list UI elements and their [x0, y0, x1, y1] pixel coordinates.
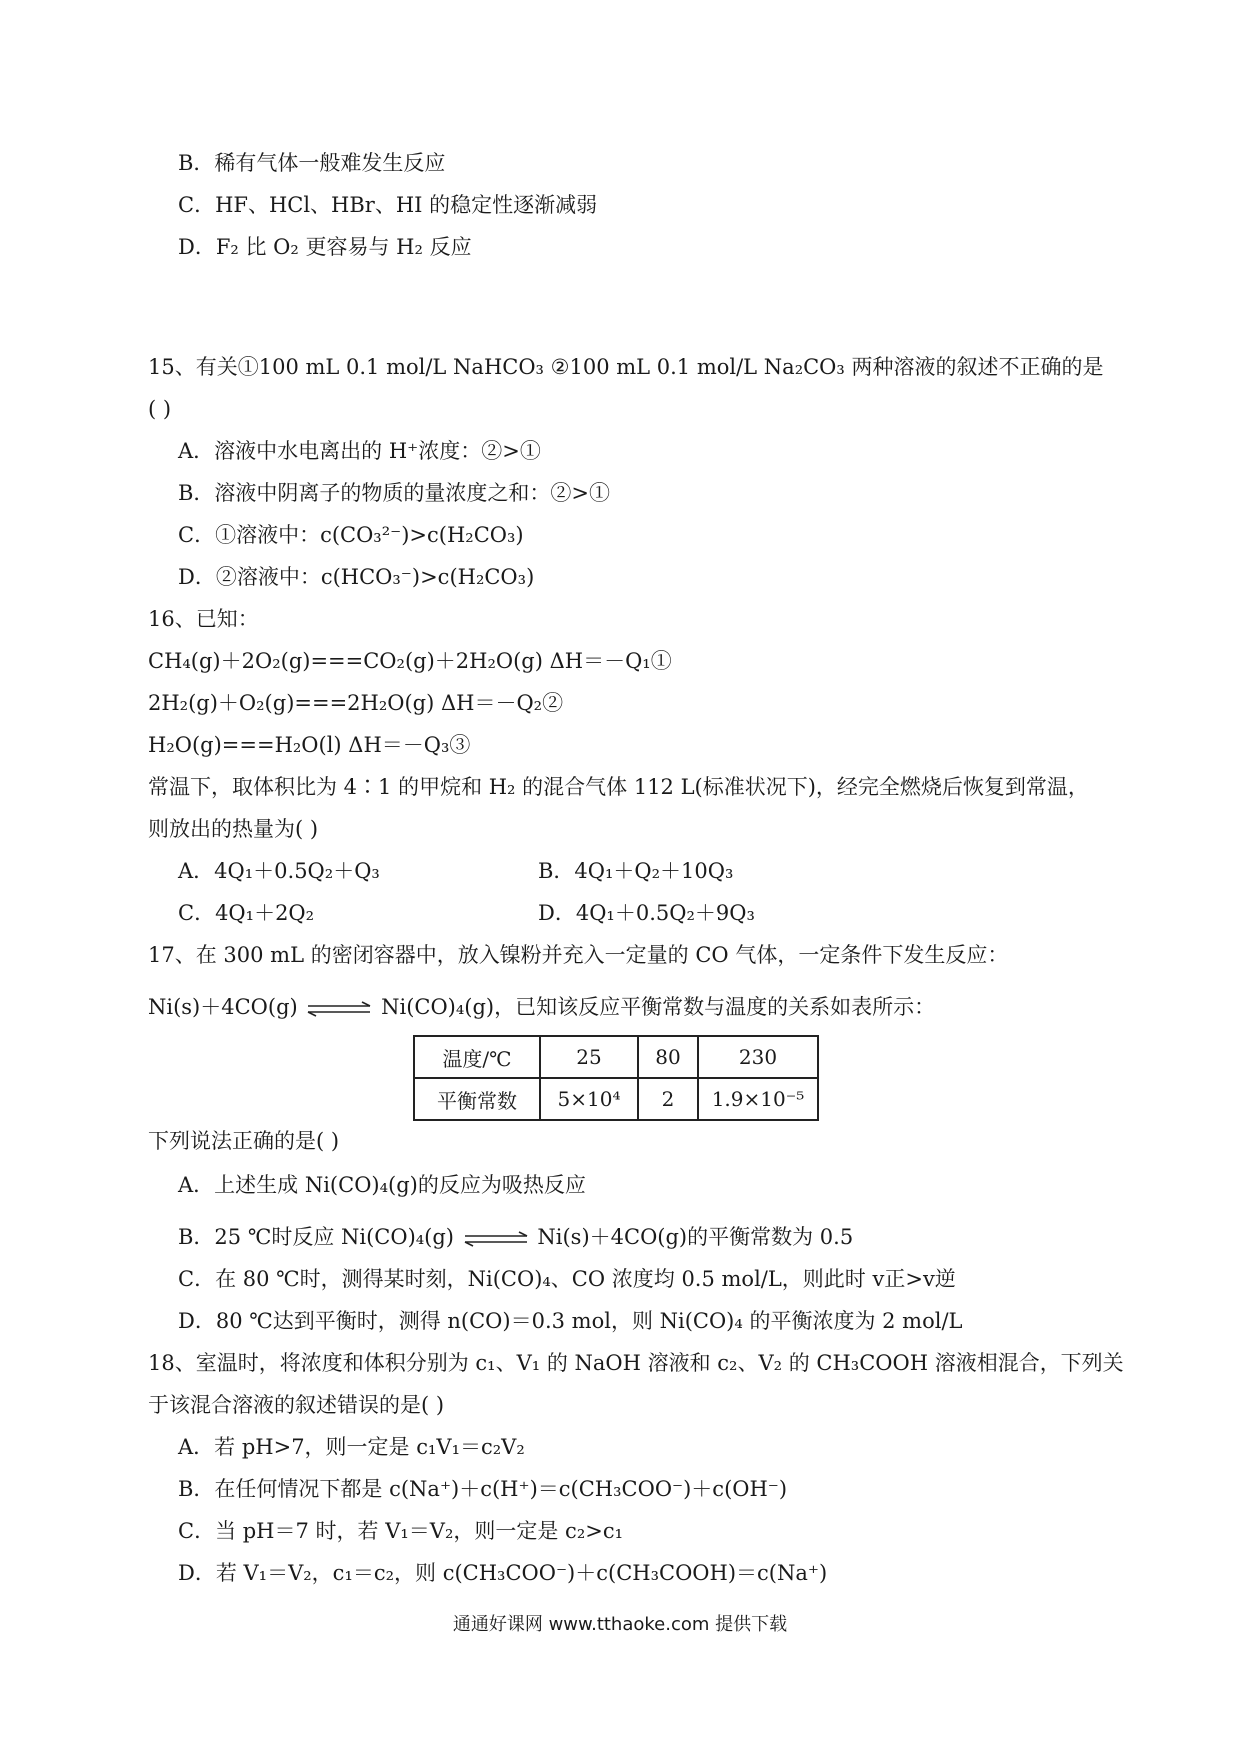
q18-option-b: B．在任何情况下都是 c(Na⁺)＋c(H⁺)＝c(CH₃COO⁻)＋c(OH⁻)	[178, 1477, 788, 1501]
q17-option-b	[178, 1222, 853, 1252]
q16-option-d: D．4Q₁＋0.5Q₂＋9Q₃	[538, 901, 755, 925]
q18-option-a: A．若 pH>7，则一定是 c₁V₁＝c₂V₂	[178, 1435, 525, 1459]
table-cell: 25	[540, 1036, 638, 1078]
q15-option-d: D．②溶液中：c(HCO₃⁻)>c(H₂CO₃)	[178, 565, 535, 589]
q16-equation-3: H₂O(g)===H₂O(l) ΔH＝－Q₃③	[148, 733, 471, 757]
equilibrium-arrow-icon	[304, 1001, 374, 1017]
equilibrium-arrow-icon	[461, 1231, 531, 1247]
q17-option-d: D．80 ℃达到平衡时，测得 n(CO)＝0.3 mol，则 Ni(CO)₄ 的平衡浓度为 2 mol/L	[178, 1309, 963, 1333]
table-header-constant: 平衡常数	[414, 1078, 540, 1120]
q15-stem-line1: 15、有关①100 mL 0.1 mol/L NaHCO₃ ②100 mL 0.1 mol/L Na₂CO₃ 两种溶液的叙述不正确的是	[148, 355, 1104, 379]
q17-reaction-right: Ni(CO)₄(g)，已知该反应平衡常数与温度的关系如表所示：	[381, 995, 936, 1019]
q18-option-d: D．若 V₁＝V₂，c₁＝c₂，则 c(CH₃COO⁻)＋c(CH₃COOH)＝c(Na⁺)	[178, 1561, 828, 1585]
q16-text-line1: 常温下，取体积比为 4∶1 的甲烷和 H₂ 的混合气体 112 L(标准状况下)，经完全燃烧后恢复到常温，	[148, 775, 1089, 799]
equilibrium-constant-table	[413, 1035, 819, 1121]
q15-option-a: A．溶液中水电离出的 H⁺浓度：②>①	[178, 439, 541, 463]
q17-reaction	[148, 992, 935, 1022]
table-cell: 230	[698, 1036, 818, 1078]
q16-equation-2: 2H₂(g)＋O₂(g)===2H₂O(g) ΔH＝－Q₂②	[148, 691, 564, 715]
table-header-temp: 温度/℃	[414, 1036, 540, 1078]
q16-stem: 16、已知：	[148, 607, 259, 631]
q17-reaction-left: Ni(s)＋4CO(g)	[148, 995, 298, 1019]
q16-option-b: B．4Q₁＋Q₂＋10Q₃	[538, 859, 734, 883]
table-cell: 1.9×10⁻⁵	[698, 1078, 818, 1120]
table-cell: 2	[638, 1078, 698, 1120]
table-row	[414, 1078, 818, 1120]
page-footer: 通通好课网 www.tthaoke.com 提供下载	[452, 1614, 788, 1635]
q16-equation-1: CH₄(g)＋2O₂(g)===CO₂(g)＋2H₂O(g) ΔH＝－Q₁①	[148, 649, 672, 673]
q14-option-b: B．稀有气体一般难发生反应	[178, 151, 446, 175]
q16-option-a: A．4Q₁＋0.5Q₂＋Q₃	[178, 859, 380, 883]
q17-option-a: A．上述生成 Ni(CO)₄(g)的反应为吸热反应	[178, 1173, 586, 1197]
table-cell: 80	[638, 1036, 698, 1078]
q16-option-c: C．4Q₁＋2Q₂	[178, 901, 315, 925]
q15-option-b: B．溶液中阴离子的物质的量浓度之和：②>①	[178, 481, 611, 505]
q14-option-c: C．HF、HCl、HBr、HI 的稳定性逐渐减弱	[178, 193, 598, 217]
q14-option-d: D．F₂ 比 O₂ 更容易与 H₂ 反应	[178, 235, 472, 259]
q17-question: 下列说法正确的是( )	[148, 1129, 340, 1153]
table-row	[414, 1036, 818, 1078]
q18-option-c: C．当 pH＝7 时，若 V₁＝V₂，则一定是 c₂>c₁	[178, 1519, 624, 1543]
q18-stem-line1: 18、室温时，将浓度和体积分别为 c₁、V₁ 的 NaOH 溶液和 c₂、V₂ 的 CH₃COOH 溶液相混合，下列关	[148, 1351, 1124, 1375]
q17-option-c: C．在 80 ℃时，测得某时刻，Ni(CO)₄、CO 浓度均 0.5 mol/L，则此时 v正>v逆	[178, 1267, 956, 1291]
q15-option-c: C．①溶液中：c(CO₃²⁻)>c(H₂CO₃)	[178, 523, 524, 547]
q17-option-b-left: B．25 ℃时反应 Ni(CO)₄(g)	[178, 1225, 455, 1249]
q18-stem-line2: 于该混合溶液的叙述错误的是( )	[148, 1393, 445, 1417]
q17-option-b-right: Ni(s)＋4CO(g)的平衡常数为 0.5	[537, 1225, 854, 1249]
q15-stem-line2: ( )	[148, 397, 172, 421]
q16-text-line2: 则放出的热量为( )	[148, 817, 319, 841]
table-cell: 5×10⁴	[540, 1078, 638, 1120]
q17-stem: 17、在 300 mL 的密闭容器中，放入镍粉并充入一定量的 CO 气体，一定条件下发生反应：	[148, 943, 1009, 967]
